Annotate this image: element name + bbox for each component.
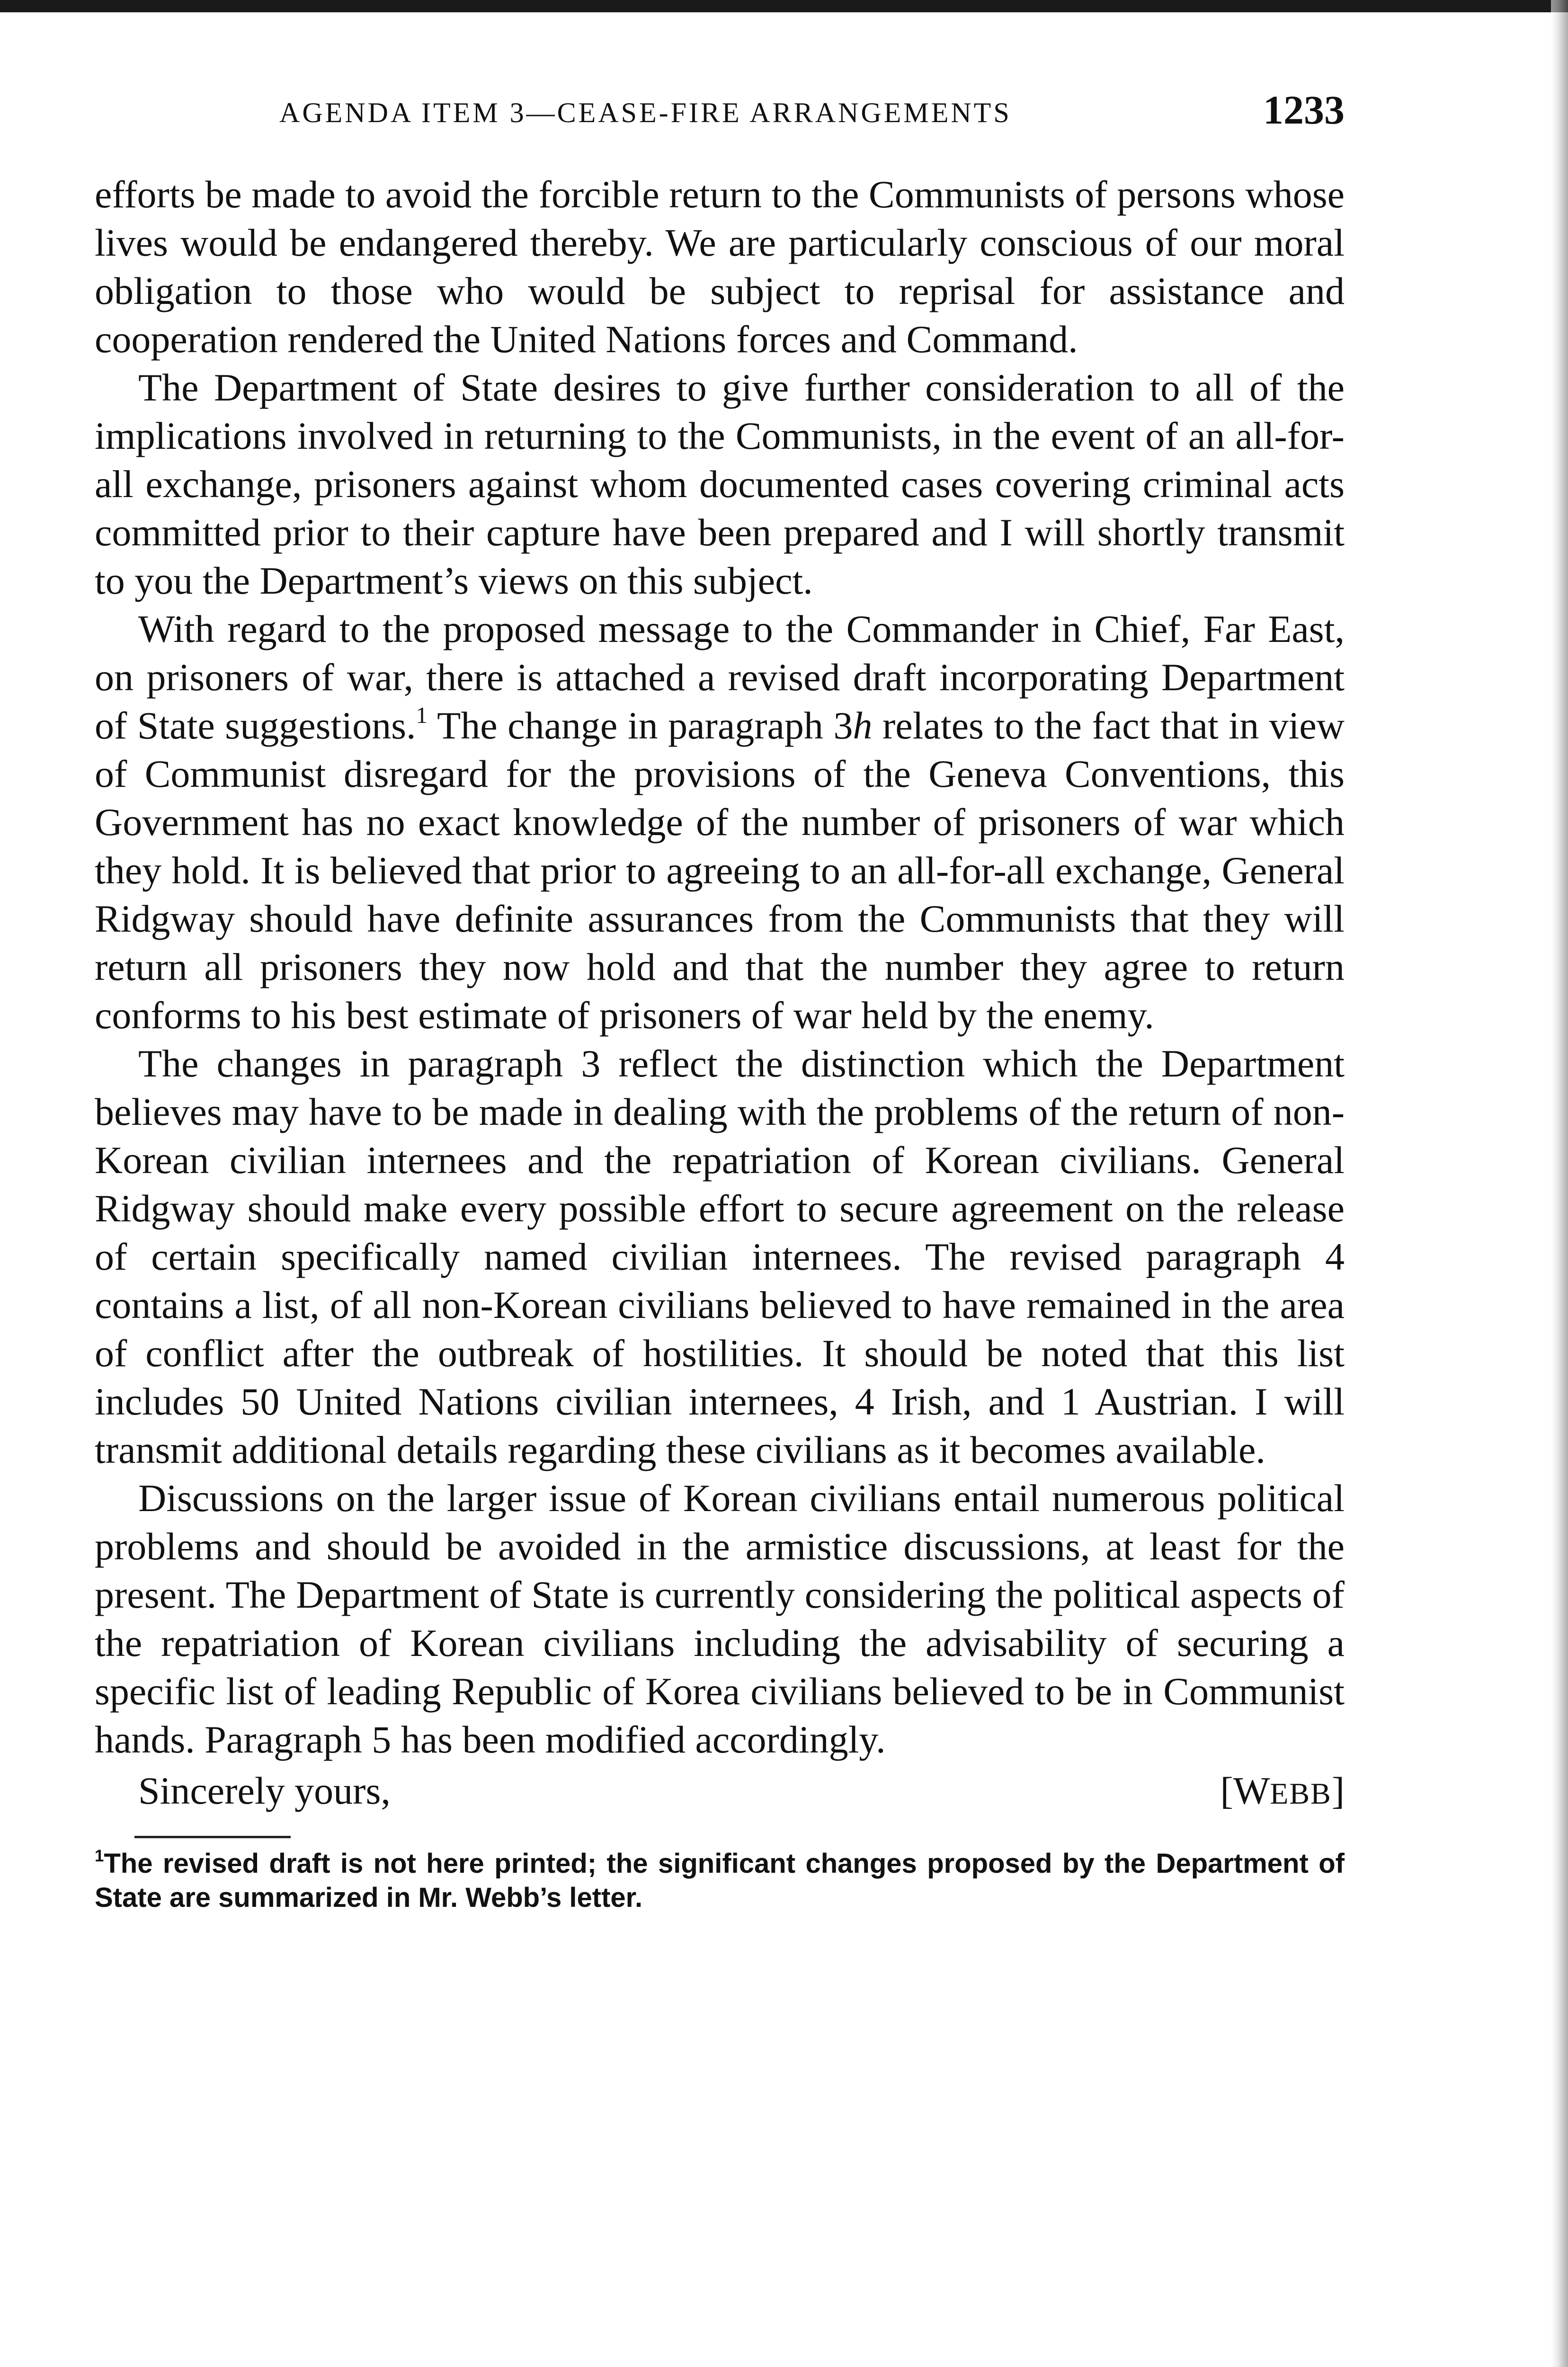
page-header xyxy=(95,86,1345,138)
signature-smallcaps: EBB xyxy=(1270,1777,1332,1810)
paragraph-2: The Department of State desires to give further consideration to all of the implications involved in returning to the Communists, in the event of an all-for-all exchange, prisoners against whom documented cases covering criminal acts committed prior to their capture have been prepared and I will shortly transmit to you the Department’s views on this subject. xyxy=(95,366,1345,602)
signature-open: [W xyxy=(1220,1769,1270,1812)
paragraph-3 xyxy=(95,605,1345,1040)
top-scan-border xyxy=(0,0,1568,12)
footnote xyxy=(95,1847,1345,1915)
paragraph-3-part-a: With regard to the proposed message to the Commander in Chief, Far East, on prisoners of war, there is attached a revised draft incorporating Department of State suggestions. xyxy=(95,607,1345,747)
footnote-divider xyxy=(134,1836,291,1838)
footnote-text: The revised draft is not here printed; the significant changes proposed by the Department of State are summarized in Mr. Webb’s letter. xyxy=(95,1848,1345,1913)
paragraph-letter-h: h xyxy=(853,704,873,747)
paragraph-1: efforts be made to avoid the forcible return to the Communists of persons whose lives would be endangered thereby. We are particularly conscious of our moral obligation to those who would be subject to reprisal for assistance and cooperation rendered the United Nations forces and Command. xyxy=(95,173,1345,361)
signature xyxy=(1221,1767,1345,1818)
footnote-marker: 1 xyxy=(95,1847,104,1866)
paragraph-number-3h: 3h xyxy=(833,704,873,747)
page-edge-shadow xyxy=(1551,0,1568,2367)
running-head: AGENDA ITEM 3—CEASE-FIRE ARRANGEMENTS xyxy=(279,97,1012,128)
signature-close: ] xyxy=(1331,1769,1345,1812)
paragraph-3-part-c: relates to the fact that in view of Communist disregard for the provisions of the Geneva Conventions, this Government has no exact knowledge of the number of prisoners of war which they hold. It is believed that prior to agreeing to an all-for-all exchange, General Ridgway should have definite assurances from the Communists that they will return all prisoners they now hold and that the number they agree to return conforms to his best estimate of prisoners of war held by the enemy. xyxy=(95,704,1345,1037)
paragraph-4: The changes in paragraph 3 reflect the distinction which the Department believes may have to be made in dealing with the problems of the return of non-Korean civilian internees and the repatriation of Korean civilians. General Ridgway should make every possible effort to secure agreement on the release of certain specifically named civilian internees. The revised paragraph 4 contains a list, of all non-Korean civilians believed to have remained in the area of conflict after the outbreak of hostilities. It should be noted that this list includes 50 United Nations civilian internees, 4 Irish, and 1 Austrian. I will transmit additional details regarding these civilians as it becomes available. xyxy=(95,1042,1345,1471)
letter-closing xyxy=(95,1767,1345,1815)
page-number: 1233 xyxy=(1263,87,1345,133)
letter-body xyxy=(95,170,1345,1915)
paragraph-3-part-b: The change in paragraph xyxy=(428,704,834,747)
complimentary-close: Sincerely yours, xyxy=(138,1769,391,1812)
paragraph-5: Discussions on the larger issue of Korean civilians entail numerous political problems and should be avoided in the armistice discussions, at least for the present. The Department of State is currently considering the political aspects of the repatriation of Korean civilians including the advisability of securing a specific list of leading Republic of Korea civilians believed to be in Communist hands. Paragraph 5 has been modified accordingly. xyxy=(95,1477,1345,1761)
footnote-reference: 1 xyxy=(416,702,428,728)
